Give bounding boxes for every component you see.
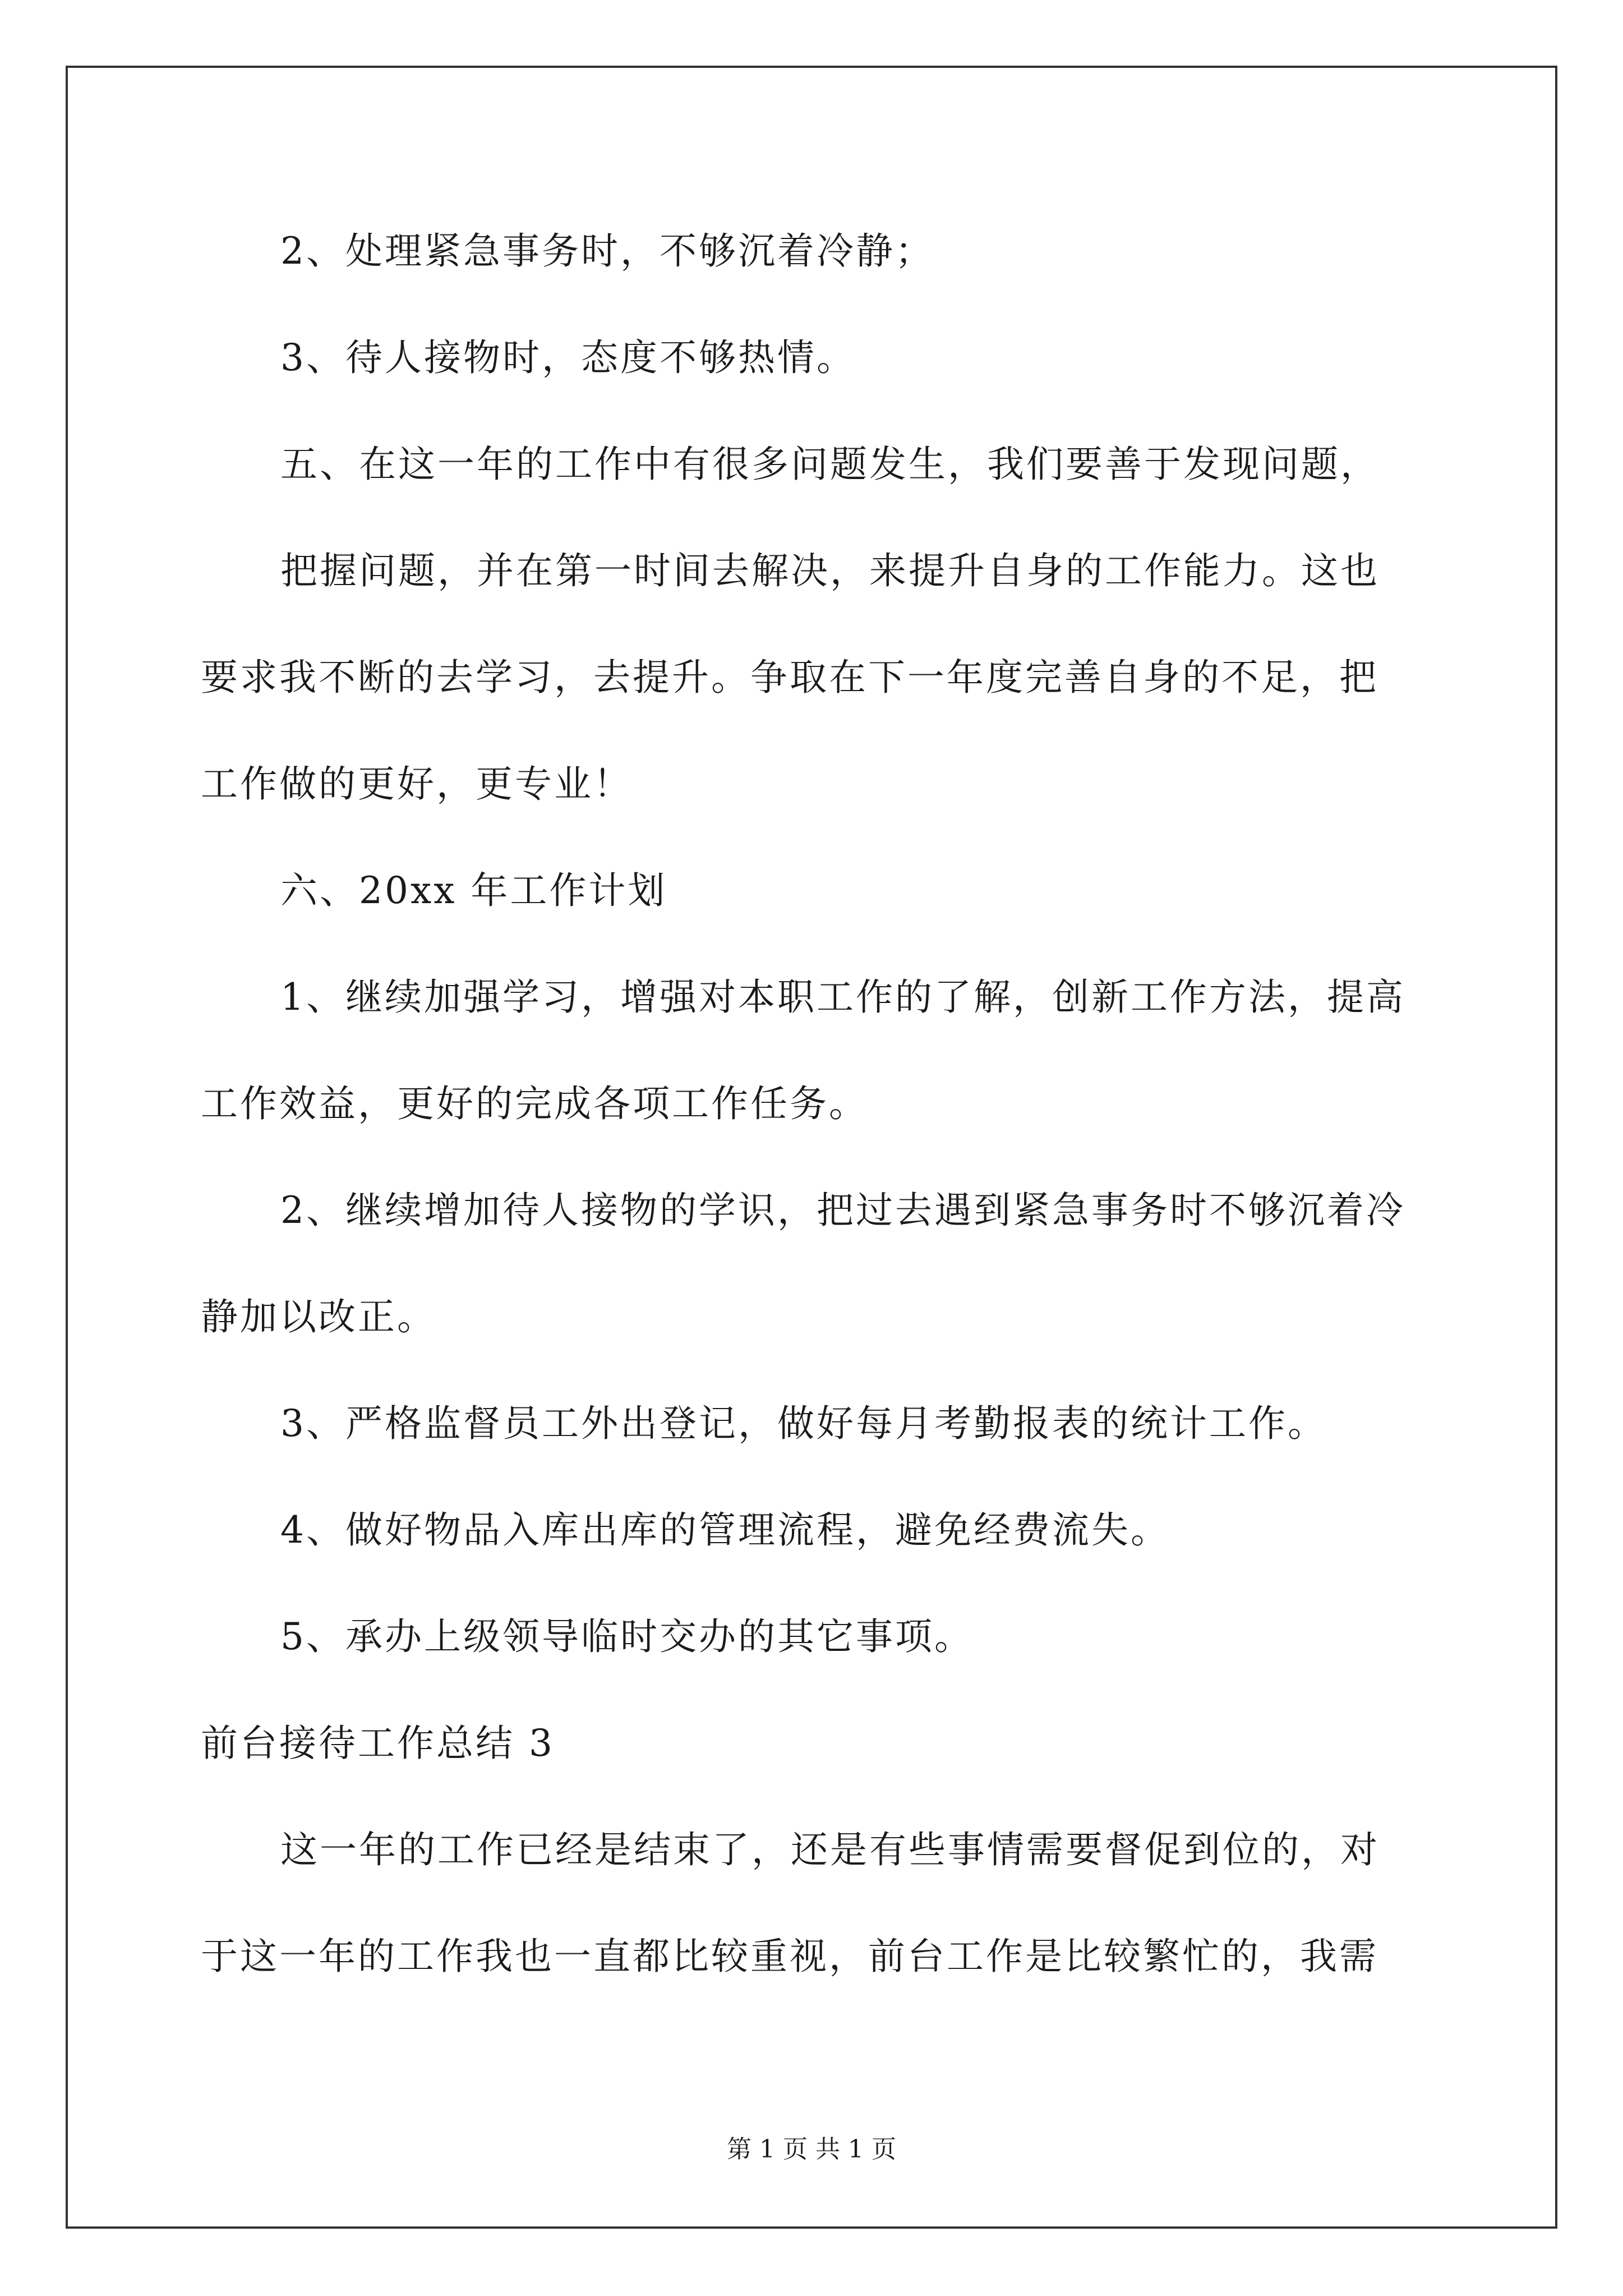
page-number: 第 1 页 共 1 页 (727, 2135, 896, 2164)
text-line: 五、在这一年的工作中有很多问题发生，我们要善于发现问题， (280, 443, 1380, 486)
text-line: 4、做好物品入库出库的管理流程，避免经费流失。 (280, 1508, 1170, 1552)
page-border (66, 66, 1557, 2229)
section-heading: 六、20xx 年工作计划 (280, 869, 667, 912)
text-line: 工作做的更好，更专业！ (201, 762, 633, 806)
text-line: 5、承办上级领导临时交办的其它事项。 (280, 1615, 974, 1658)
text-line: 2、继续增加待人接物的学识，把过去遇到紧急事务时不够沉着冷 (280, 1189, 1405, 1232)
document-title: 前台接待工作总结 3 (201, 1722, 555, 1765)
text-line: 静加以改正。 (201, 1295, 436, 1338)
text-line: 把握问题，并在第一时间去解决，来提升自身的工作能力。这也 (280, 549, 1380, 592)
text-line: 工作效益，更好的完成各项工作任务。 (201, 1082, 868, 1125)
text-line: 1、继续加强学习，增强对本职工作的了解，创新工作方法，提高 (280, 976, 1405, 1019)
text-line: 2、处理紧急事务时，不够沉着冷静； (280, 229, 934, 273)
text-line: 这一年的工作已经是结束了，还是有些事情需要督促到位的，对 (280, 1828, 1380, 1871)
text-line: 3、严格监督员工外出登记，做好每月考勤报表的统计工作。 (280, 1402, 1327, 1445)
text-line: 要求我不断的去学习，去提升。争取在下一年度完善自身的不足，把 (201, 656, 1378, 699)
text-line: 于这一年的工作我也一直都比较重视，前台工作是比较繁忙的，我需 (201, 1935, 1378, 1978)
text-line: 3、待人接物时，态度不够热情。 (280, 336, 856, 379)
